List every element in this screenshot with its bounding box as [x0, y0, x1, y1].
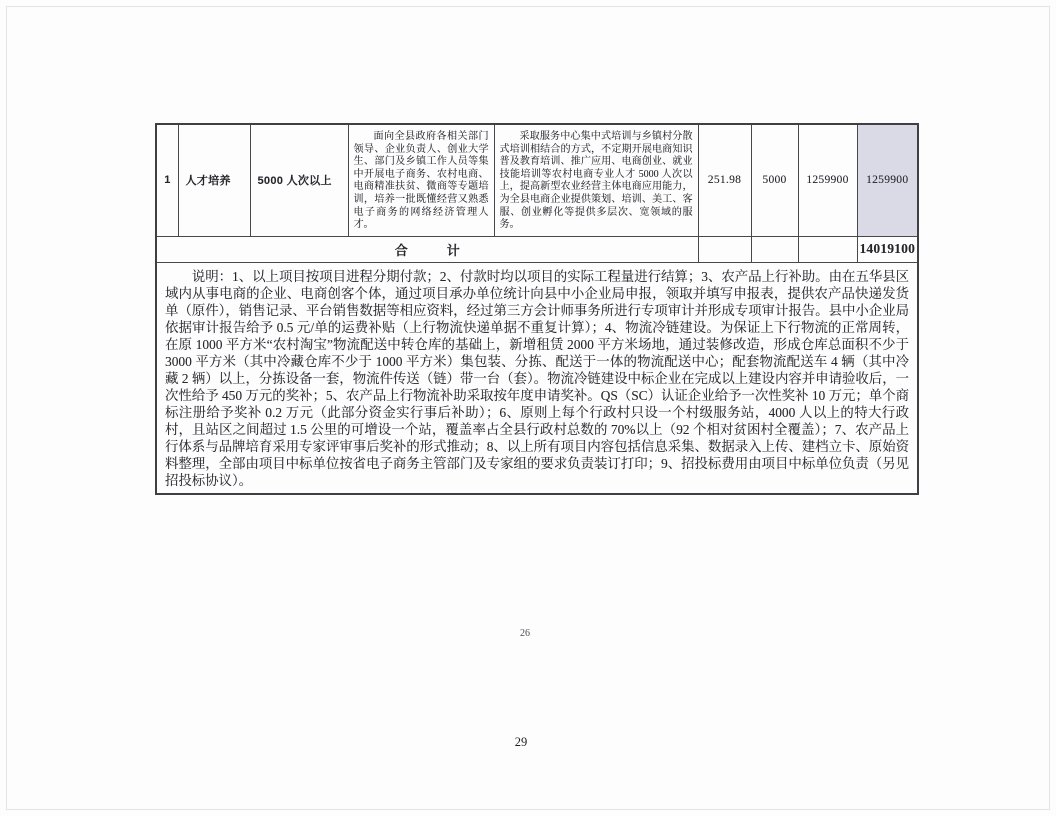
cell-summary-empty-2: [751, 236, 798, 262]
cell-training-content: 面向全县政府各相关部门领导、企业负责人、创业大学生、部门及乡镇工作人员等集中开展电子商务、农村电商、电商精准扶贫、微商等专题培训，培养一批既懂经营又熟悉电子商务的网络经济管理人才。: [348, 124, 494, 236]
cell-seq: 1: [156, 124, 178, 236]
table-row: [156, 124, 918, 236]
notes-row: [156, 262, 918, 494]
cell-summary-total: 14019100: [857, 236, 918, 262]
cell-summary-label: 合 计: [156, 236, 698, 262]
cell-project-name: 人才培养: [178, 124, 250, 236]
cell-total-amount: 1259900: [857, 124, 918, 236]
cell-summary-empty-1: [698, 236, 751, 262]
cell-notes: 说明：1、以上项目按项目进程分期付款；2、付款时均以项目的实际工程量进行结算；3、农产品上行补助。由在五华县区域内从事电商的企业、电商创客个体，通过项目承办单位统计向县中小企业局申报，领取并填写申报表，提供农产品快递发货单（原件），销售记录、平台销售数据等相应资料，经过第三方会计师事务所进行专项审计并形成专项审计报告。县中小企业局依据审计报告给予 0.5 元/单的运费补贴（上行物流快递单据不重复计算）；4、物流冷链建设。为保证上下行物流的正常周转，在原 1000 平方米“农村淘宝”物流配送中转仓库的基础上，新增租赁 2000 平方米场地，通过装修改造，形成仓库总面积不少于 3000 平方米（其中冷藏仓库不少于 1000 平方米）集包装、分拣、配送于一体的物流配送中心；配套物流配送车 4 辆（其中冷藏 2 辆）以上，分拣设备一套，物流件传送（链）带一台（套）。物流冷链建设中标企业在完成以上建设内容并申请验收后，一次性给予 450 万元的奖补；5、农产品上行物流补助采取按年度申请奖补。QS（SC）认证企业给予一次性奖补 10 万元；单个商标注册给予奖补 0.2 万元（此部分资金实行事后补助）；6、原则上每个行政村只设一个村级服务站，4000 人以上的特大行政村，且站区之间超过 1.5 公里的可增设一个站，覆盖率占全县行政村总数的 70%以上（92 个相对贫困村全覆盖）；7、农产品上行体系与品牌培育采用专家评审事后奖补的形式推动；8、以上所有项目内容包括信息采集、数据录入上传、建档立卡、原始资料整理，全部由项目中标单位按省电子商务主管部门及专家组的要求负责装订打印；9、招投标费用由项目中标单位负责（另见招投标协议）。: [156, 262, 918, 494]
cell-summary-empty-3: [798, 236, 857, 262]
cell-amount: 1259900: [798, 124, 857, 236]
cell-unit-price: 251.98: [698, 124, 751, 236]
summary-row: [156, 236, 918, 262]
cell-scale: 5000 人次以上: [250, 124, 348, 236]
project-budget-table: [155, 123, 919, 495]
page-number: 29: [514, 735, 528, 749]
inner-page-number: 26: [520, 628, 530, 639]
cell-quantity: 5000: [751, 124, 798, 236]
cell-implementation-method: 采取服务中心集中式培训与乡镇村分散式培训相结合的方式，不定期开展电商知识普及教育培训、推广应用、电商创业、就业技能培训等农村电商专业人才 5000 人次以上，提高新型农业经营主体电商应用能力，为全县电商企业提供策划、培训、美工、客服、创业孵化等提供多层次、宽领域的服务。: [494, 124, 698, 236]
